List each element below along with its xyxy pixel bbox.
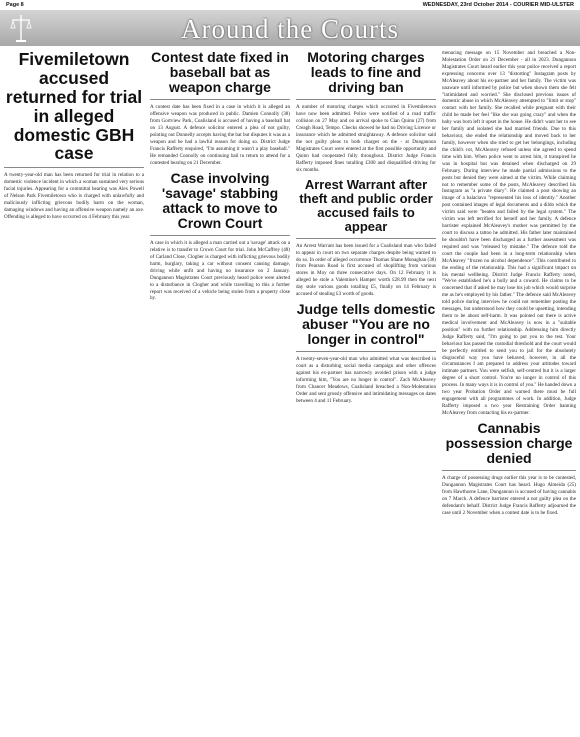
divider bbox=[296, 351, 436, 352]
article-body-fivemiletown: A twenty-year-old man has been returned for trial in relation to a domestic violence incident in which a woman sustained very serious facial injuries. Appearing for a committal hearing was Alex Powell of Nelson Park Fivemiletown who is charged with unlawfully and maliciously inflicting grievous bodily harm on the woman, damaging windows and having an offensive weapon namely an axe. Offending is alleged to have occurred on 4 February this year. bbox=[4, 172, 144, 220]
headline-savage-stabbing: Case involving 'savage' stabbing attack to move to Crown Court bbox=[161, 169, 279, 231]
divider bbox=[4, 167, 144, 168]
column-2 bbox=[150, 50, 290, 734]
divider bbox=[296, 99, 436, 100]
column-3 bbox=[296, 50, 436, 734]
article-body-motoring-charges: A number of motoring charges which occurred in Fivemiletown have now been admitted. Police were notified of a road traffic collision on 27 May and on arrival spoke to Cian Quinn (27) from Creagh Road, Tempo. Checks showed he had no Driving Licence or insurance which he admitted straightaway. A defence solicitor said the not guilty pleas to both charges on the - at Dungannon Magistrates Court were entered at the first possible opportunity and Quinn had cooperated fully throughout. District Judge Francis Rafferty imposed fines totalling £300 and disqualified driving for six months. bbox=[296, 104, 436, 173]
column-4 bbox=[442, 50, 576, 734]
banner-title: Around the Courts bbox=[181, 14, 399, 44]
article-body-baseball-bat: A contest date has been fixed in a case in which it is alleged an offensive weapon was produced in public. Damien Connolly (38) from Gortview Park, Coalisland is accused of having a baseball bat on 13 August. A defence solicitor entered a plea of not guilty, pointing out Donnelly accepts having the bat but disputes it was as a weapon and he had a lawful reason for doing so. District Judge Francis Rafferty enquired, "I'm assuming it wasn't a play baseball." He remanded Connolly on continuing bail to return to attend for a contested hearing on 21 December. bbox=[150, 104, 290, 166]
headline-motoring-charges: Motoring charges leads to fine and driving ban bbox=[307, 50, 425, 96]
date-line: WEDNESDAY, 23rd October 2014 - COURIER MID-ULSTER bbox=[422, 2, 574, 8]
article-body-judge-domestic-abuser: A twenty-seven-year-old man who admitted what was described in court as a disturbing social media campaign and other offences against his ex-partner has narrowly avoided prison with a judge informing him, "You are no longer in control". Zach McAleavey from Chancer Meadows, Coalisland breached a Non-Molestation Order and sent grossly offensive and intimidating messages on dates between 4 and 11 February. bbox=[296, 356, 436, 404]
divider bbox=[150, 235, 290, 236]
divider bbox=[150, 99, 290, 100]
headline-fivemiletown: Fivemiletown accused returned for trial in alleged domestic GBH case bbox=[5, 50, 143, 164]
divider bbox=[442, 470, 576, 471]
headline-cannabis: Cannabis possession charge denied bbox=[445, 419, 573, 467]
article-body-cannabis: A charge of possessing drugs earlier this year is to be contested, Dungannon Magistrates Court has heard. Hugo Almeida (25) from Hawthorne Lane, Dungannon is accused of having cannabis on 7 March. A defence barrister entered a not guilty plea on the defendant's behalf. District Judge Francis Rafferty adjourned the case until 2 November when a contest date is to be fixed. bbox=[442, 475, 576, 516]
headline-arrest-warrant: Arrest Warrant after theft and public order accused fails to appear bbox=[299, 176, 433, 234]
page-number: Page 8 bbox=[6, 2, 24, 8]
page-header-bar bbox=[0, 0, 580, 10]
column-1 bbox=[4, 50, 144, 734]
article-body-continued: menacing message on 15 November and breached a Non-Molestation Order on 21 December - all in 2023. Dungannon Magistrates Court heard earlier this year police received a report expressing concerns over 13 "distorting" Instagram posts by McAleavey about his ex-partner and her family. The victim was unaware until informed by police but when shown them she felt "intimidated and worried." She disclosed previous issues of domestic abuse in which McAleavey attempted to "limit or stop" contact with her family. She recalled while pregnant with their child he made her feel "like she was going crazy" and when the baby was born left it upset in the house. He didn't want her to see her family and isolated she had married friends. Due to this behaviour, she ended the relationship and moved back to her family, however when she tried to get her belongings, including the child's cot, McAleavey refused unless she agreed to spend time with him. When police went to arrest him, it transpired he was in hospital but was detained when discharged on 29 February. During interview he made partial admissions to the posts but denied they were aimed at the victim. While claiming not to remember some of the posts, McAleavey described his Instagram as "a private diary". He claimed a post showing an image of a balaclava "represented his loss of identity." Another post contained images of legal documents and a dildo which the victim said were "beaten and failed by the legal system." The victim was left terrified for herself and her family. A defence barrister explained McAleavey's mother was permitted by the court to discuss a tattoo he admitted. His father later maintained he shouldn't have been discharged as a further assessment was required and was "released by mistake." The defence told the court the couple had been in a long-term relationship when McAleavey "frozen no alcohol dependence". This contributed to the ending of the relationship. This had a significant impact on his mental wellbeing. District Judge Francis Rafferty noted, "We've established he's a bully and a coward. He claims to be concerned that if asked he may lose his job which would surprise me as he's employed by his father." The defence said McAleavey told police during interview he could not remember posting the messages, but understood how they could be upsetting, intending them to be about self-harm. It was pointed out there is active medical involvement and McAleavey is now in a "suitable position" with no further relationship. Addressing him directly Judge Rafferty said, "I'm going to put you to the test. Your behaviour has passed the custodial threshold and the court would be perfectly entitled to send you to jail for the absolutely disgraceful way you have behaved, however, in all the circumstances I am prepared to address your attitudes toward intimate partners. You were selfish, self-centred but it is a larger degree of a short control. You're no longer in control of this process. In many ways it is in control of you." He handed down a two year Probation Order and warned there must be full engagement with all programmes of work. In addition, Judge Rafferty imposed a two year Restraining Order banning McAleavey from contacting his ex-partner. bbox=[442, 50, 576, 416]
section-banner bbox=[0, 10, 580, 46]
headline-judge-domestic-abuser: Judge tells domestic abuser "You are no longer in control" bbox=[296, 301, 436, 348]
article-body-savage-stabbing: A case in which it is alleged a man carried out a 'savage' attack on a relative is to transfer to Crown Court for trial. John McCaffrey (48) of Carland Close, Clogher is charged with inflicting grievous bodily harm, burglary, taking a car without consent causing damage, driving while unfit and having no insurance on 2 January. Dungannon Magistrates Court previously heard police were alerted to a disturbance in Clogher and while travelling to this a further report was received of a vehicle being stolen from a property close by. bbox=[150, 240, 290, 302]
headline-baseball-bat: Contest date fixed in baseball bat as weapon charge bbox=[151, 50, 289, 96]
divider bbox=[296, 238, 436, 239]
article-body-arrest-warrant: An Arrest Warrant has been issued for a Coalisland man who failed to appear in court on two separate charges despite being warned to do so. In order of alleged occurrence Thomas Shane Monaghan (38) from Pearson Road is first accused of shoplifting from various stores in Moy on three consecutive days. On 12 February it is alleged he stole a Valentine's Hamper worth £28.99 then the next day stole various goods totalling £5, finally on 14 February is accused of stealing £3 worth of goods. bbox=[296, 242, 436, 298]
